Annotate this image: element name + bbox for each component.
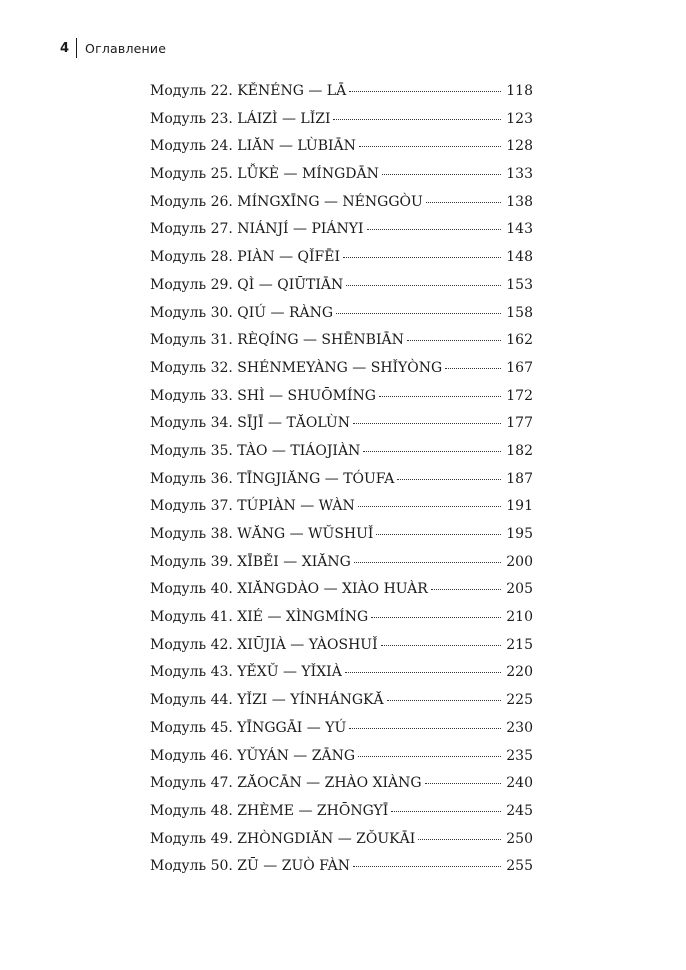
toc-entry-page-number: 167 <box>506 359 533 376</box>
dot-leader <box>353 413 501 424</box>
toc-entry-page-number: 195 <box>506 526 533 542</box>
toc-entry-title: Модуль 23. LÁIZÌ — LǏZI <box>150 110 331 127</box>
dot-leader <box>425 773 502 784</box>
toc-entry-title: Модуль 50. ZŪ — ZUÒ FÀN <box>150 858 351 875</box>
dot-leader <box>343 247 501 258</box>
table-of-contents <box>150 78 533 881</box>
toc-entry[interactable] <box>150 216 533 244</box>
toc-entry-title: Модуль 44. YǏZI — YÍNHÁNGKĂ <box>150 692 384 709</box>
toc-entry-title: Модуль 22. KĚNÉNG — LĀ <box>150 83 347 99</box>
toc-entry-title: Модуль 24. LIĂN — LÙBIĀN <box>150 138 356 155</box>
toc-entry-title: Модуль 36. TĪNGJIĂNG — TÓUFA <box>150 470 395 487</box>
toc-entry-page-number: 162 <box>506 332 533 349</box>
toc-entry[interactable] <box>150 687 533 715</box>
toc-entry-page-number: 123 <box>506 110 533 127</box>
toc-entry-title: Модуль 43. YĚXǓ — YǏXIÀ <box>150 664 342 681</box>
dot-leader <box>387 690 502 701</box>
toc-entry[interactable] <box>150 826 533 854</box>
toc-entry-title: Модуль 35. TÀO — TIÁOJIÀN <box>150 442 361 459</box>
toc-entry-page-number: 153 <box>506 276 533 293</box>
toc-entry-title: Модуль 27. NIÁNJÍ — PIÁNYI <box>150 221 364 238</box>
toc-entry-title: Модуль 39. XĪBĚI — XIĂNG <box>150 553 351 570</box>
toc-entry-title: Модуль 26. MÍNGXĪNG — NÉNGGÒU <box>150 193 423 210</box>
dot-leader <box>336 303 501 314</box>
toc-entry-page-number: 138 <box>506 193 533 210</box>
toc-entry-title: Модуль 47. ZĂOCĀN — ZHÀO XIÀNG <box>150 775 422 792</box>
dot-leader <box>376 524 501 535</box>
toc-entry[interactable] <box>150 244 533 272</box>
toc-entry-page-number: 200 <box>506 553 533 570</box>
toc-entry[interactable] <box>150 272 533 300</box>
toc-entry-page-number: 128 <box>506 138 533 155</box>
dot-leader <box>349 81 501 92</box>
toc-entry-title: Модуль 45. YĪNGGĀI — YÚ <box>150 719 347 736</box>
toc-entry-page-number: 191 <box>506 498 533 515</box>
dot-leader <box>358 746 501 757</box>
toc-entry[interactable] <box>150 355 533 383</box>
toc-entry-title: Модуль 34. SĪJĪ — TĂOLÙN <box>150 415 350 432</box>
toc-entry-page-number: 230 <box>506 719 533 736</box>
toc-entry-page-number: 148 <box>506 249 533 266</box>
toc-entry-page-number: 250 <box>506 830 533 847</box>
toc-entry[interactable] <box>150 853 533 881</box>
toc-entry[interactable] <box>150 743 533 771</box>
toc-entry-page-number: 235 <box>506 747 533 764</box>
dot-leader <box>407 330 501 341</box>
toc-entry-page-number: 143 <box>506 221 533 238</box>
toc-entry-title: Модуль 38. WĂNG — WŬSHUǏ <box>150 526 374 542</box>
page-number: 4 <box>60 40 70 56</box>
section-title: Оглавление <box>85 40 167 56</box>
toc-entry-page-number: 225 <box>506 692 533 709</box>
toc-entry-page-number: 215 <box>506 636 533 653</box>
dot-leader <box>418 829 501 840</box>
toc-entry[interactable] <box>150 770 533 798</box>
toc-entry-page-number: 118 <box>506 83 533 99</box>
dot-leader <box>381 635 502 646</box>
toc-entry-title: Модуль 31. RÈQÍNG — SHĒNBIĀN <box>150 332 404 349</box>
toc-entry-page-number: 255 <box>506 858 533 875</box>
running-header <box>60 37 166 59</box>
header-divider <box>76 38 77 58</box>
dot-leader <box>349 718 501 729</box>
dot-leader <box>391 801 501 812</box>
toc-entry-page-number: 133 <box>506 166 533 183</box>
toc-entry-page-number: 210 <box>506 609 533 626</box>
toc-entry[interactable] <box>150 189 533 217</box>
dot-leader <box>367 219 502 230</box>
dot-leader <box>445 358 501 369</box>
toc-entry-title: Модуль 25. LǙKÈ — MÍNGDĀN <box>150 166 379 183</box>
toc-entry[interactable] <box>150 410 533 438</box>
dot-leader <box>353 856 501 867</box>
dot-leader <box>363 441 501 452</box>
toc-entry[interactable] <box>150 493 533 521</box>
toc-entry[interactable] <box>150 521 533 549</box>
toc-entry[interactable] <box>150 798 533 826</box>
toc-entry-page-number: 240 <box>506 775 533 792</box>
toc-entry[interactable] <box>150 632 533 660</box>
toc-entry[interactable] <box>150 106 533 134</box>
toc-entry[interactable] <box>150 715 533 743</box>
toc-entry[interactable] <box>150 327 533 355</box>
toc-entry-title: Модуль 37. TÚPIÀN — WÀN <box>150 498 355 515</box>
toc-entry-title: Модуль 48. ZHÈME — ZHŌNGYĪ <box>150 802 389 819</box>
toc-entry[interactable] <box>150 161 533 189</box>
toc-entry-page-number: 245 <box>506 802 533 819</box>
toc-entry-title: Модуль 33. SHÌ — SHUŌMÍNG <box>150 387 376 404</box>
toc-entry[interactable] <box>150 659 533 687</box>
toc-entry[interactable] <box>150 133 533 161</box>
dot-leader <box>426 192 501 203</box>
toc-entry-title: Модуль 49. ZHÒNGDIĂN — ZŎUKĀI <box>150 830 416 847</box>
dot-leader <box>371 607 501 618</box>
dot-leader <box>359 136 501 147</box>
toc-entry-title: Модуль 29. QÌ — QIŪTIĀN <box>150 276 344 293</box>
toc-entry-page-number: 172 <box>506 387 533 404</box>
toc-entry-title: Модуль 28. PIÀN — QǏFĒI <box>150 249 340 266</box>
dot-leader <box>346 275 501 286</box>
toc-entry-title: Модуль 40. XIĂNGDÀO — XIÀO HUÀR <box>150 581 428 598</box>
toc-entry-page-number: 220 <box>506 664 533 681</box>
toc-entry[interactable] <box>150 78 533 106</box>
toc-entry-page-number: 187 <box>506 470 533 487</box>
toc-entry[interactable] <box>150 576 533 604</box>
toc-entry[interactable] <box>150 383 533 411</box>
toc-entry-page-number: 182 <box>506 442 533 459</box>
dot-leader <box>354 552 501 563</box>
dot-leader <box>382 164 501 175</box>
toc-entry-page-number: 177 <box>506 415 533 432</box>
toc-entry[interactable] <box>150 604 533 632</box>
toc-entry-title: Модуль 46. YǓYÁN — ZĀNG <box>150 747 356 764</box>
dot-leader <box>431 579 501 590</box>
toc-entry-title: Модуль 42. XIŪJIÀ — YÀOSHUǏ <box>150 636 378 653</box>
dot-leader <box>358 496 502 507</box>
dot-leader <box>333 109 501 120</box>
toc-entry[interactable] <box>150 300 533 328</box>
toc-entry-title: Модуль 41. XIÉ — XÌNGMÍNG <box>150 609 369 626</box>
toc-entry-title: Модуль 30. QIÚ — RÀNG <box>150 304 334 321</box>
toc-entry[interactable] <box>150 466 533 494</box>
toc-entry-title: Модуль 32. SHÉNMEYÀNG — SHǏYÒNG <box>150 359 443 376</box>
dot-leader <box>345 662 501 673</box>
toc-entry-page-number: 158 <box>506 304 533 321</box>
toc-entry[interactable] <box>150 438 533 466</box>
toc-entry[interactable] <box>150 549 533 577</box>
dot-leader <box>379 386 501 397</box>
dot-leader <box>397 469 501 480</box>
toc-entry-page-number: 205 <box>506 581 533 598</box>
